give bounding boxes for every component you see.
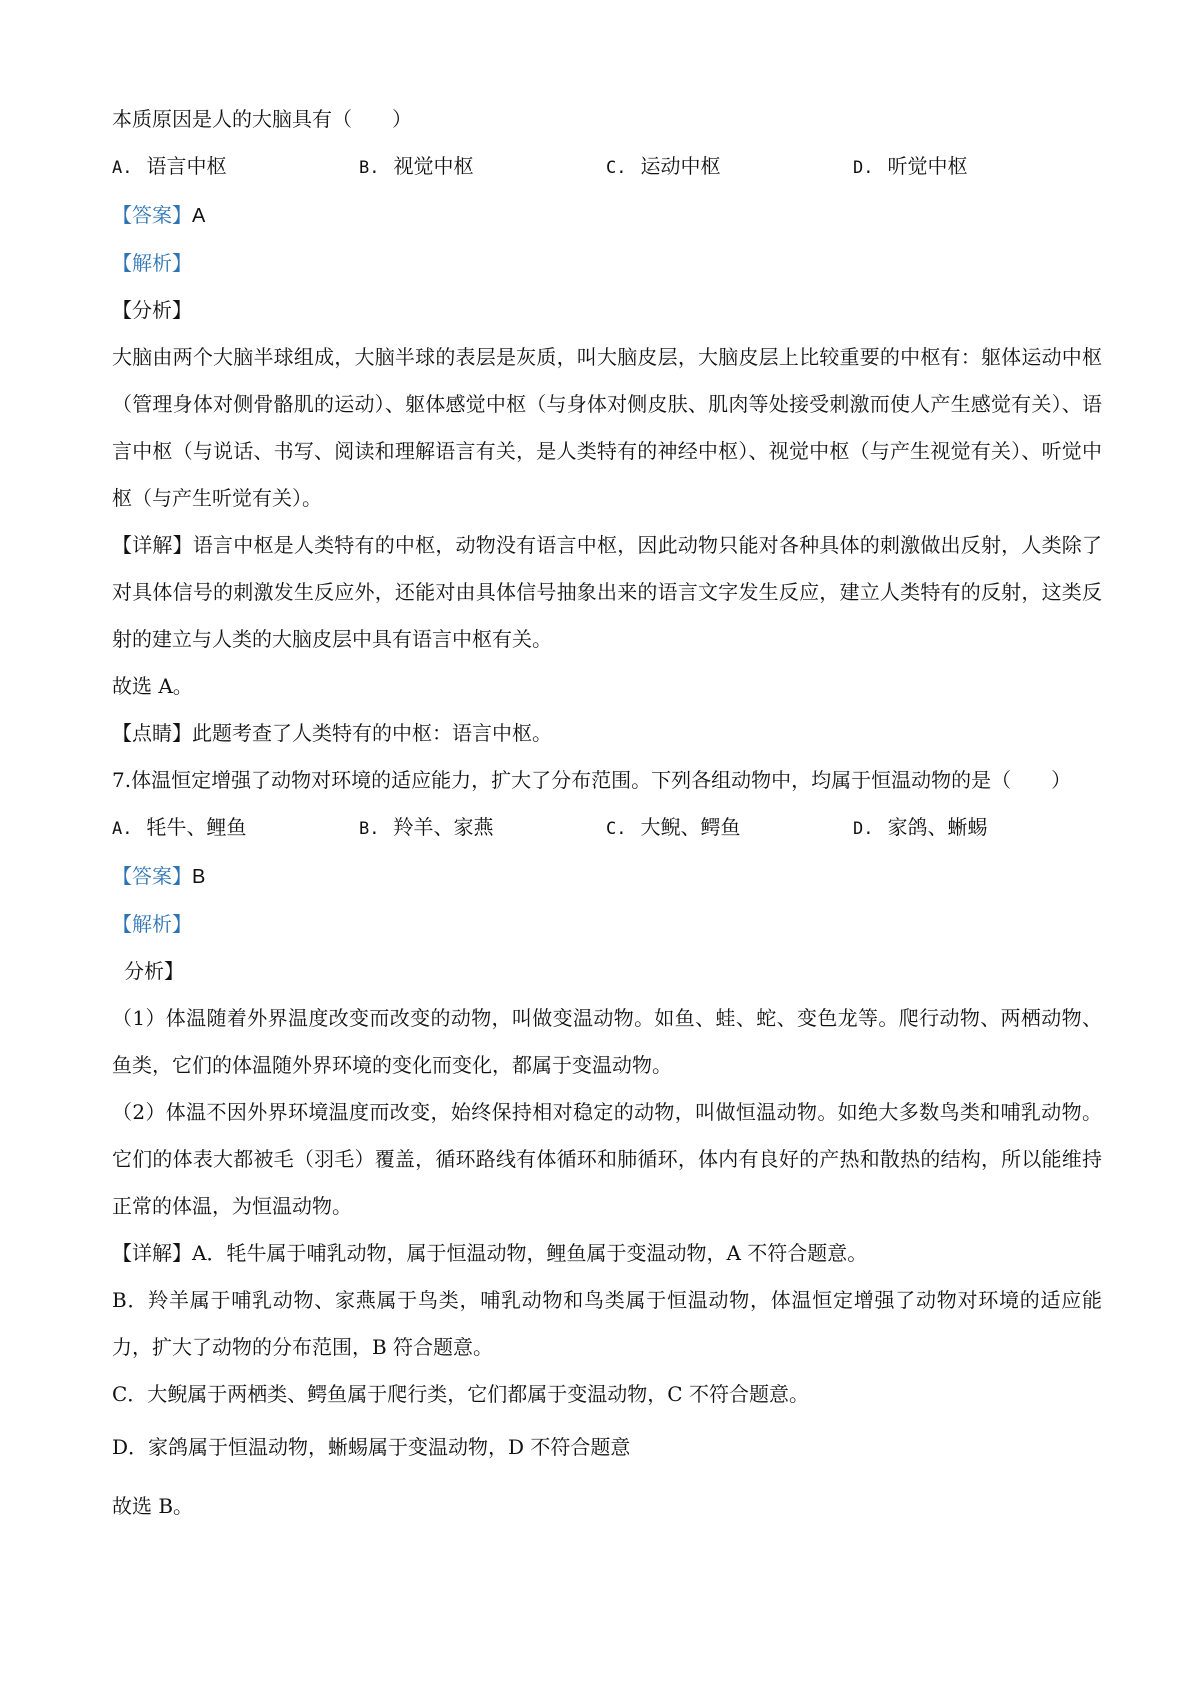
q6-fenxi-text: 大脑由两个大脑半球组成，大脑半球的表层是灰质，叫大脑皮层，大脑皮层上比较重要的中枢有：躯体运动中枢（管理身体对侧骨骼肌的运动）、躯体感觉中枢（与身体对侧皮肤、肌肉等处接受刺激而使人产生感觉有关）、语言中枢（与说话、书写、阅读和理解语言有关，是人类特有的神经中枢）、视觉中枢（与产生视觉有关）、听觉中枢（与产生听觉有关）。: [112, 345, 1102, 510]
option-letter: B.: [359, 819, 380, 839]
option-letter: D.: [853, 158, 874, 178]
q7-jiexi-label: 【解析】: [112, 912, 192, 936]
answer-label: 【答案】: [112, 203, 192, 227]
answer-value: A: [192, 205, 206, 227]
option-text: 羚羊、家燕: [393, 815, 494, 839]
q6-conclusion: 故选 A。: [112, 674, 193, 698]
q6-jiexi-label: 【解析】: [112, 251, 192, 275]
q6-option-d: [853, 143, 1100, 192]
q6-dianjing: [112, 710, 1102, 757]
option-text: 运动中枢: [640, 154, 721, 178]
q7-options: [112, 804, 1102, 853]
q6-options: [112, 143, 1102, 192]
q7-conclusion: 故选 B。: [112, 1494, 194, 1518]
q7-option-c: [606, 804, 853, 853]
q7-fenxi-p2: （2）体温不因外界环境温度而改变，始终保持相对稳定的动物，叫做恒温动物。如绝大多数鸟类和哺乳动物。它们的体表大都被毛（羽毛）覆盖，循环路线有体循环和肺循环，体内有良好的产热和散热的结构，所以能维持正常的体温，为恒温动物。: [112, 1100, 1102, 1218]
q7-xiangjie-a: [112, 1230, 1102, 1277]
option-letter: A.: [112, 819, 133, 839]
option-letter: B.: [359, 158, 380, 178]
dianjing-label: 【点睛】: [112, 721, 192, 745]
q6-option-c: [606, 143, 853, 192]
q6-fenxi-label: 【分析】: [112, 298, 192, 322]
option-letter: C.: [606, 819, 627, 839]
document-page: [112, 96, 1102, 1530]
q7-option-a: [112, 804, 359, 853]
q6-stem-tail: 本质原因是人的大脑具有（ ）: [112, 107, 412, 131]
q6-option-a: [112, 143, 359, 192]
option-text: 语言中枢: [146, 154, 227, 178]
q7-fenxi-p1: （1）体温随着外界温度改变而改变的动物，叫做变温动物。如鱼、蛙、蛇、变色龙等。爬行动物、两栖动物、鱼类，它们的体温随外界环境的变化而变化，都属于变温动物。: [112, 1006, 1102, 1077]
q7-answer: [112, 853, 1102, 901]
option-text: 牦牛、鲤鱼: [146, 815, 247, 839]
q7-xiangjie-b: B．羚羊属于哺乳动物、家燕属于鸟类，哺乳动物和鸟类属于恒温动物，体温恒定增强了动物对环境的适应能力，扩大了动物的分布范围，B 符合题意。: [112, 1288, 1102, 1359]
xiangjie-label: 【详解】: [112, 1241, 192, 1265]
dianjing-text: 此题考查了人类特有的中枢：语言中枢。: [192, 721, 552, 745]
q7-stem: 7.体温恒定增强了动物对环境的适应能力，扩大了分布范围。下列各组动物中，均属于恒温动物的是（ ）: [112, 768, 1072, 792]
q6-answer: [112, 192, 1102, 240]
answer-value: B: [192, 866, 206, 888]
q7-xiangjie-d: D．家鸽属于恒温动物，蜥蜴属于变温动物，D 不符合题意: [112, 1435, 631, 1459]
option-text: 视觉中枢: [393, 154, 474, 178]
option-letter: D.: [853, 819, 874, 839]
q7-option-d: [853, 804, 1100, 853]
q7-fenxi-label: 分析】: [124, 959, 184, 983]
option-text: 听觉中枢: [887, 154, 968, 178]
q6-option-b: [359, 143, 606, 192]
option-text: 大鲵、鳄鱼: [640, 815, 741, 839]
option-text: 家鸽、蜥蜴: [887, 815, 988, 839]
answer-label: 【答案】: [112, 864, 192, 888]
q7-xiangjie-c: C．大鲵属于两栖类、鳄鱼属于爬行类，它们都属于变温动物，C 不符合题意。: [112, 1382, 809, 1406]
xiangjie-label: 【详解】: [112, 533, 193, 557]
option-letter: C.: [606, 158, 627, 178]
option-letter: A.: [112, 158, 133, 178]
xiangjie-text: 语言中枢是人类特有的中枢，动物没有语言中枢，因此动物只能对各种具体的刺激做出反射，人类除了对具体信号的刺激发生反应外，还能对由具体信号抽象出来的语言文字发生反应，建立人类特有的反射，这类反射的建立与人类的大脑皮层中具有语言中枢有关。: [112, 533, 1103, 651]
q6-xiangjie: [112, 522, 1102, 663]
xiangjie-text: A．牦牛属于哺乳动物，属于恒温动物，鲤鱼属于变温动物，A 不符合题意。: [192, 1241, 868, 1265]
q7-option-b: [359, 804, 606, 853]
